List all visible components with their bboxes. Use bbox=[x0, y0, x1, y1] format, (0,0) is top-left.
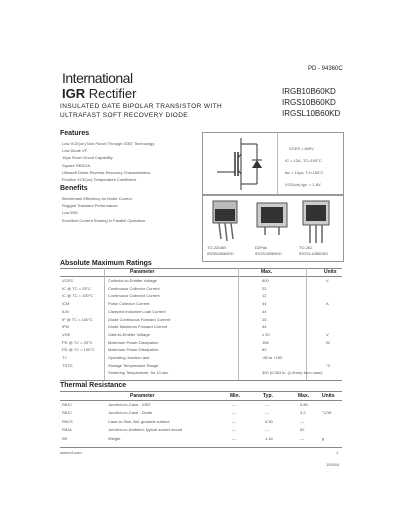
abs-max-top-rule bbox=[60, 268, 342, 269]
abs-max-value: 156 bbox=[262, 339, 269, 345]
thermal-symbol: Wt bbox=[62, 435, 67, 441]
feature-item: Positive VCE(on) Temperature Coefficient. bbox=[62, 177, 137, 183]
thermal-typ: --- bbox=[265, 402, 269, 407]
package-name-1: TO-220AB bbox=[207, 245, 226, 250]
thermal-unit: °C/W bbox=[322, 410, 332, 416]
abs-max-value: 600 bbox=[262, 278, 269, 283]
thermal-header-min: Min. bbox=[230, 393, 240, 399]
thermal-header-parameter: Parameter bbox=[130, 393, 155, 399]
logo-brand-mark: IGR bbox=[62, 86, 86, 101]
abs-max-header-rule bbox=[60, 276, 342, 277]
abs-max-value: 12 bbox=[262, 293, 267, 299]
abs-max-parameter: Storage Temperature Range bbox=[108, 362, 159, 368]
abs-max-parameter: Operating Junction and bbox=[108, 355, 150, 360]
abs-max-parameter: Soldering Temperature, for 10 sec. bbox=[108, 370, 170, 376]
thermal-min: --- bbox=[232, 402, 236, 407]
thermal-parameter: Junction-to-Case - Diode bbox=[108, 410, 153, 416]
abs-max-parameter: Collector-to-Emitter Voltage bbox=[108, 278, 157, 283]
spec-vceon: VCE(on) typ. = 1.8V bbox=[285, 182, 321, 187]
abs-max-value: 22 bbox=[262, 285, 267, 291]
thermal-min: --- bbox=[232, 418, 236, 424]
spec-ic: IC = 12A, TC=100°C bbox=[285, 158, 322, 163]
abs-max-symbol: IF @ TC = 100°C bbox=[62, 316, 93, 322]
part-number-1: IRGB10B60KD bbox=[282, 87, 336, 96]
footer-page: 1 bbox=[336, 450, 339, 455]
thermal-symbol: RθJC bbox=[62, 410, 73, 416]
thermal-bottom-rule bbox=[60, 447, 342, 448]
abs-max-symbol: TJ bbox=[62, 355, 67, 360]
abs-max-value: 300 (0.063 in. (1.6mm) from case) bbox=[262, 370, 323, 376]
feature-item: Ultrasoft Diode Reverse Recovery Characteristics. bbox=[62, 169, 152, 175]
abs-max-parameter: Clamped Inductive Load Current bbox=[108, 308, 166, 314]
abs-max-parameter: Pulse Collector Current bbox=[108, 301, 150, 307]
package-part-2: IRGS10B60KD bbox=[255, 251, 282, 256]
thermal-symbol: RθJC bbox=[62, 402, 73, 407]
benefits-list bbox=[62, 195, 146, 224]
spec-tsc: tsc > 10µs, TJ=150°C bbox=[285, 170, 324, 175]
footer-site: www.irf.com bbox=[60, 450, 82, 455]
abs-max-symbol: IC @ TC = 100°C bbox=[62, 293, 94, 299]
thermal-max: 3.2 bbox=[300, 410, 306, 416]
abs-max-unit: W bbox=[326, 339, 330, 345]
thermal-header-units: Units bbox=[322, 393, 335, 399]
logo-rectifier bbox=[62, 86, 136, 101]
package-box bbox=[202, 194, 344, 262]
d2pak-package-icon bbox=[253, 201, 293, 237]
abs-max-header-units: Units bbox=[324, 269, 337, 275]
pd-number: PD - 94360C bbox=[308, 66, 343, 72]
thermal-min: --- bbox=[232, 427, 236, 433]
thermal-max: 0.80 bbox=[300, 402, 308, 407]
abs-max-parameter: Maximum Power Dissipation bbox=[108, 339, 159, 345]
abs-max-unit: V bbox=[326, 331, 329, 337]
subtitle-line-1: INSULATED GATE BIPOLAR TRANSISTOR WITH bbox=[60, 103, 223, 110]
symbol-divider bbox=[277, 133, 278, 195]
feature-item: Low Diode VF. bbox=[62, 148, 88, 154]
abs-max-parameter: Diode Maximum Forward Current bbox=[108, 324, 168, 330]
thermal-max: --- bbox=[300, 418, 304, 424]
thermal-header-rule bbox=[60, 400, 342, 401]
benefits-heading: Benefits bbox=[60, 185, 88, 192]
abs-max-symbol: TSTG bbox=[62, 362, 73, 368]
logo-rectifier-text: Rectifier bbox=[88, 86, 137, 101]
to262-package-icon bbox=[297, 199, 337, 245]
thermal-typ: --- bbox=[265, 410, 269, 416]
abs-max-value: 44 bbox=[262, 301, 267, 307]
thermal-parameter: Junction-to-Case - IGBT bbox=[108, 402, 152, 407]
thermal-symbol: RθCS bbox=[62, 418, 73, 424]
part-number-2: IRGS10B60KD bbox=[282, 98, 336, 107]
abs-max-bottom-rule bbox=[60, 380, 342, 381]
to220-package-icon bbox=[207, 199, 247, 243]
abs-max-col-divider-2 bbox=[238, 268, 239, 380]
abs-max-parameter: Continuous Collector Current bbox=[108, 293, 160, 299]
igbt-symbol-icon bbox=[207, 134, 277, 194]
document-subtitle bbox=[60, 102, 222, 120]
abs-max-heading: Absolute Maximum Ratings bbox=[60, 260, 152, 267]
footer-date: 10/5/04 bbox=[326, 462, 340, 467]
part-number-3: IRGSL10B60KD bbox=[282, 109, 341, 118]
abs-max-symbol: ILM bbox=[62, 308, 69, 314]
package-name-3: TO-262 bbox=[299, 245, 313, 250]
abs-max-header-max: Max. bbox=[261, 269, 273, 275]
package-part-1: IRGB10B60KD bbox=[207, 251, 234, 256]
abs-max-symbol: PD @ TC = 25°C bbox=[62, 339, 93, 345]
abs-max-parameter: Gate-to-Emitter Voltage bbox=[108, 331, 150, 337]
abs-max-value: 62 bbox=[262, 347, 267, 353]
abs-max-symbol: VGE bbox=[62, 331, 71, 337]
abs-max-col-divider-1 bbox=[104, 268, 105, 380]
abs-max-parameter: Continuous Collector Current bbox=[108, 285, 160, 291]
benefit-item: Rugged Transient Performance. bbox=[62, 203, 119, 209]
abs-max-parameter: Maximum Power Dissipation bbox=[108, 347, 159, 353]
thermal-symbol: RθJA bbox=[62, 427, 72, 433]
features-heading: Features bbox=[60, 130, 90, 137]
abs-max-parameter: Diode Continuous Forward Current bbox=[108, 316, 171, 322]
abs-max-value: -55 to +150 bbox=[262, 355, 283, 360]
thermal-min: --- bbox=[232, 435, 236, 441]
thermal-heading: Thermal Resistance bbox=[60, 382, 127, 389]
abs-max-value: 44 bbox=[262, 324, 267, 330]
abs-max-value: 44 bbox=[262, 308, 267, 314]
thermal-typ: 1.44 bbox=[265, 435, 273, 441]
abs-max-unit: V bbox=[326, 278, 329, 283]
feature-item: Low VCE(on) Non Punch Through IGBT Technology. bbox=[62, 141, 156, 146]
thermal-max: 62 bbox=[300, 427, 305, 433]
thermal-min: --- bbox=[232, 410, 236, 416]
thermal-header-max: Max. bbox=[298, 393, 310, 399]
package-part-3: IRGSL10B60KD bbox=[299, 251, 329, 256]
abs-max-symbol: VCES bbox=[62, 278, 73, 283]
feature-item: 10µs Short Circuit Capability. bbox=[62, 155, 114, 161]
thermal-top-rule bbox=[60, 391, 342, 392]
benefit-item: Benchmark Efficiency for Motor Control. bbox=[62, 196, 133, 201]
thermal-max: --- bbox=[300, 435, 304, 441]
subtitle-line-2: ULTRAFAST SOFT RECOVERY DIODE bbox=[60, 112, 189, 119]
abs-max-unit: A bbox=[326, 301, 329, 307]
feature-item: Square RBSOA. bbox=[62, 162, 92, 168]
logo-international: International bbox=[62, 70, 133, 86]
abs-max-symbol: ICM bbox=[62, 301, 70, 307]
features-list bbox=[62, 140, 155, 183]
abs-max-symbol: IC @ TC = 25°C bbox=[62, 285, 92, 291]
thermal-typ: --- bbox=[265, 427, 269, 433]
benefit-item: Excellent Current Sharing in Parallel Operation. bbox=[62, 217, 147, 223]
thermal-unit: g bbox=[322, 435, 325, 441]
benefit-item: Low EMI. bbox=[62, 210, 79, 216]
thermal-parameter: Junction-to-Ambient, typical socket mount bbox=[108, 427, 183, 433]
abs-max-symbol: IFM bbox=[62, 324, 69, 330]
abs-max-header-parameter: Parameter bbox=[130, 269, 155, 275]
spec-vces: VCES = 600V bbox=[289, 146, 314, 151]
symbol-box bbox=[202, 132, 344, 196]
thermal-header-typ: Typ. bbox=[263, 393, 273, 399]
abs-max-value: ± 20 bbox=[262, 331, 270, 337]
abs-max-col-divider-3 bbox=[306, 268, 307, 380]
thermal-typ: 0.50 bbox=[265, 418, 273, 424]
package-name-2: D2Pak bbox=[255, 245, 268, 250]
abs-max-symbol: PD @ TC = 100°C bbox=[62, 347, 95, 353]
thermal-parameter: Weight bbox=[108, 435, 121, 441]
abs-max-unit: °C bbox=[326, 362, 331, 368]
thermal-parameter: Case-to-Sink, flat, greased surface bbox=[108, 418, 170, 424]
abs-max-value: 10 bbox=[262, 316, 267, 322]
